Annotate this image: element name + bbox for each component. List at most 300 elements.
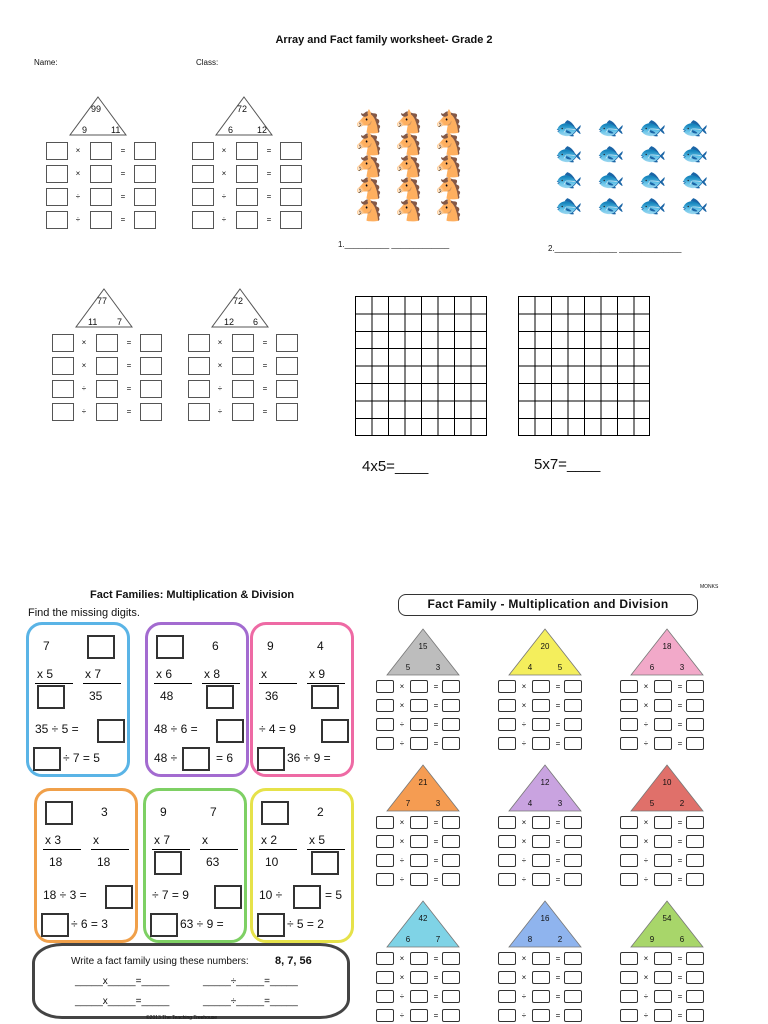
answer-box[interactable] — [442, 1009, 460, 1022]
equation-row — [376, 990, 476, 1004]
answer-box[interactable] — [654, 816, 672, 829]
banner-mul-line-2[interactable]: _____x_____=_____ — [75, 996, 170, 1007]
equation-row — [376, 816, 476, 830]
answer-box[interactable] — [620, 718, 638, 731]
equals-sign: = — [433, 954, 439, 963]
equals-sign: = — [262, 361, 268, 370]
answer-box[interactable] — [498, 990, 516, 1003]
card-number: 48 ÷ 6 = — [154, 722, 198, 736]
operator-sign: × — [217, 338, 223, 347]
equals-sign: = — [433, 856, 439, 865]
answer-box[interactable] — [532, 873, 550, 886]
answer-box[interactable] — [620, 873, 638, 886]
answer-box[interactable] — [532, 680, 550, 693]
fact-card — [143, 788, 247, 943]
answer-box[interactable] — [442, 699, 460, 712]
equals-sign: = — [433, 818, 439, 827]
answer-box[interactable] — [134, 211, 156, 229]
triangle-top-number: 72 — [237, 104, 248, 114]
answer-box[interactable] — [276, 357, 298, 375]
operator-sign: × — [399, 837, 405, 846]
equation-row — [188, 211, 306, 229]
answer-box[interactable] — [532, 854, 550, 867]
card-number: ÷ 5 = 2 — [287, 917, 324, 931]
answer-box[interactable] — [686, 699, 704, 712]
answer-box[interactable] — [498, 816, 516, 829]
answer-box[interactable] — [276, 403, 298, 421]
answer-box[interactable] — [620, 971, 638, 984]
missing-digit-box[interactable] — [206, 685, 234, 709]
triangle-left-number: 9 — [82, 125, 88, 135]
card-number: x 7 — [154, 833, 171, 847]
answer-box[interactable] — [654, 718, 672, 731]
answer-box[interactable] — [140, 334, 162, 352]
answer-box[interactable] — [236, 142, 258, 160]
equation-row — [620, 737, 720, 751]
equation-row — [620, 971, 720, 985]
card-number: = 5 — [325, 888, 343, 902]
grid-1-question[interactable]: 4x5=____ — [362, 458, 429, 475]
horse-icon: 🐴 — [355, 175, 383, 200]
card-number: x 9 — [309, 667, 326, 681]
answer-box[interactable] — [654, 873, 672, 886]
fact-family-house — [184, 288, 284, 428]
answer-box[interactable] — [498, 1009, 516, 1022]
answer-box[interactable] — [686, 971, 704, 984]
equation-row — [376, 680, 476, 694]
triangle-right-number: 3 — [435, 799, 441, 808]
answer-box[interactable] — [564, 680, 582, 693]
answer-box[interactable] — [410, 718, 428, 731]
answer-box[interactable] — [376, 699, 394, 712]
triangle-top-number: 15 — [418, 642, 428, 651]
answer-box[interactable] — [498, 699, 516, 712]
answer-box[interactable] — [498, 854, 516, 867]
answer-box[interactable] — [134, 142, 156, 160]
answer-box[interactable] — [276, 380, 298, 398]
equation-row — [376, 835, 476, 849]
answer-box[interactable] — [686, 835, 704, 848]
equals-sign: = — [120, 169, 126, 178]
answer-box[interactable] — [620, 952, 638, 965]
fish-icon: 🐟 — [597, 141, 625, 166]
equals-sign: = — [677, 875, 683, 884]
answer-box[interactable] — [620, 816, 638, 829]
answer-box[interactable] — [188, 403, 210, 421]
answer-box[interactable] — [376, 854, 394, 867]
equals-sign: = — [555, 739, 561, 748]
answer-box[interactable] — [96, 380, 118, 398]
answer-box[interactable] — [686, 873, 704, 886]
answer-box[interactable] — [96, 334, 118, 352]
missing-digit-box[interactable] — [45, 801, 73, 825]
divider-line — [43, 849, 81, 850]
card-number: = 6 — [216, 751, 234, 765]
card-number: x 5 — [37, 667, 54, 681]
fact-triangle — [215, 96, 273, 136]
answer-box[interactable] — [532, 990, 550, 1003]
triangle-left-number: 5 — [405, 663, 411, 672]
answer-box[interactable] — [564, 737, 582, 750]
missing-digit-box[interactable] — [311, 685, 339, 709]
answer-box[interactable] — [686, 737, 704, 750]
answer-box[interactable] — [376, 680, 394, 693]
array-2-answer[interactable]: 2.______________ ______________ — [548, 244, 682, 253]
missing-digit-box[interactable] — [293, 885, 321, 909]
missing-digit-box[interactable] — [261, 801, 289, 825]
operator-sign: × — [643, 973, 649, 982]
answer-box[interactable] — [90, 142, 112, 160]
answer-box[interactable] — [498, 680, 516, 693]
equals-sign: = — [677, 856, 683, 865]
answer-box[interactable] — [232, 357, 254, 375]
answer-box[interactable] — [564, 816, 582, 829]
answer-box[interactable] — [410, 680, 428, 693]
answer-box[interactable] — [410, 699, 428, 712]
horse-icon: 🐴 — [435, 131, 463, 156]
fish-icon: 🐟 — [681, 141, 709, 166]
divider-line — [259, 849, 297, 850]
horse-icon: 🐴 — [355, 131, 383, 156]
equals-sign: = — [126, 361, 132, 370]
banner-div-line-2[interactable]: _____÷_____=_____ — [203, 996, 298, 1007]
answer-box[interactable] — [376, 1009, 394, 1022]
answer-box[interactable] — [188, 357, 210, 375]
missing-digit-box[interactable] — [257, 913, 285, 937]
fact-card — [26, 622, 130, 777]
equals-sign: = — [677, 992, 683, 1001]
equals-sign: = — [677, 682, 683, 691]
answer-box[interactable] — [376, 737, 394, 750]
equals-sign: = — [677, 973, 683, 982]
triangle-top-number: 77 — [97, 296, 108, 306]
answer-box[interactable] — [532, 718, 550, 731]
answer-box[interactable] — [280, 188, 302, 206]
missing-digit-box[interactable] — [97, 719, 125, 743]
operator-sign: ÷ — [75, 192, 81, 201]
missing-digit-box[interactable] — [105, 885, 133, 909]
answer-box[interactable] — [90, 211, 112, 229]
equals-sign: = — [433, 739, 439, 748]
missing-digit-box[interactable] — [156, 635, 184, 659]
answer-box[interactable] — [376, 835, 394, 848]
answer-box[interactable] — [376, 718, 394, 731]
triangle-right-number: 3 — [679, 663, 685, 672]
answer-box[interactable] — [620, 990, 638, 1003]
triangle-right-number: 2 — [557, 935, 563, 944]
answer-box[interactable] — [410, 854, 428, 867]
fact-card — [145, 622, 249, 777]
missing-digit-box[interactable] — [214, 885, 242, 909]
missing-digit-box[interactable] — [257, 747, 285, 771]
answer-box[interactable] — [46, 188, 68, 206]
answer-box[interactable] — [442, 835, 460, 848]
answer-box[interactable] — [532, 952, 550, 965]
answer-box[interactable] — [442, 680, 460, 693]
equation-row — [376, 854, 476, 868]
answer-box[interactable] — [564, 971, 582, 984]
answer-box[interactable] — [654, 854, 672, 867]
answer-box[interactable] — [654, 952, 672, 965]
equation-row — [48, 334, 166, 352]
equals-sign: = — [266, 146, 272, 155]
answer-box[interactable] — [686, 680, 704, 693]
operator-sign: ÷ — [221, 192, 227, 201]
answer-box[interactable] — [564, 835, 582, 848]
fact-family-house — [48, 288, 148, 428]
fish-icon: 🐟 — [597, 115, 625, 140]
answer-box[interactable] — [376, 952, 394, 965]
answer-box[interactable] — [564, 873, 582, 886]
answer-box[interactable] — [236, 188, 258, 206]
answer-box[interactable] — [620, 737, 638, 750]
equation-row — [376, 1009, 476, 1023]
card-number: 48 — [160, 689, 174, 703]
answer-box[interactable] — [96, 357, 118, 375]
answer-box[interactable] — [140, 380, 162, 398]
answer-box[interactable] — [52, 357, 74, 375]
answer-box[interactable] — [620, 680, 638, 693]
answer-box[interactable] — [232, 403, 254, 421]
answer-box[interactable] — [564, 854, 582, 867]
answer-box[interactable] — [442, 873, 460, 886]
array-1-answer[interactable]: 1.__________ _____________ — [338, 240, 450, 249]
equals-sign: = — [262, 384, 268, 393]
answer-box[interactable] — [498, 718, 516, 731]
answer-box[interactable] — [376, 971, 394, 984]
operator-sign: ÷ — [643, 720, 649, 729]
answer-box[interactable] — [620, 835, 638, 848]
equation-row — [498, 873, 598, 887]
answer-box[interactable] — [498, 873, 516, 886]
answer-box[interactable] — [192, 188, 214, 206]
equation-row — [620, 1009, 720, 1023]
operator-sign: × — [399, 954, 405, 963]
answer-box[interactable] — [498, 737, 516, 750]
answer-box[interactable] — [280, 165, 302, 183]
answer-box[interactable] — [654, 1009, 672, 1022]
answer-box[interactable] — [236, 165, 258, 183]
answer-box[interactable] — [686, 952, 704, 965]
answer-box[interactable] — [376, 873, 394, 886]
answer-box[interactable] — [52, 403, 74, 421]
horse-icon: 🐴 — [355, 197, 383, 222]
answer-box[interactable] — [188, 380, 210, 398]
triangle-top-number: 42 — [418, 914, 428, 923]
answer-box[interactable] — [564, 990, 582, 1003]
answer-box[interactable] — [532, 835, 550, 848]
missing-digit-box[interactable] — [87, 635, 115, 659]
fact-family-banner — [32, 943, 350, 1019]
answer-box[interactable] — [564, 952, 582, 965]
answer-box[interactable] — [232, 334, 254, 352]
equals-sign: = — [120, 146, 126, 155]
triangle-right-number: 3 — [435, 663, 441, 672]
answer-box[interactable] — [532, 816, 550, 829]
answer-box[interactable] — [532, 737, 550, 750]
answer-box[interactable] — [654, 990, 672, 1003]
grid-array-1 — [355, 296, 487, 436]
card-number: ÷ 7 = 5 — [63, 751, 100, 765]
answer-box[interactable] — [46, 211, 68, 229]
operator-sign: × — [399, 818, 405, 827]
answer-box[interactable] — [188, 334, 210, 352]
answer-box[interactable] — [498, 835, 516, 848]
answer-box[interactable] — [442, 816, 460, 829]
answer-box[interactable] — [532, 699, 550, 712]
missing-digit-box[interactable] — [216, 719, 244, 743]
card-number: x 3 — [45, 833, 62, 847]
answer-box[interactable] — [498, 952, 516, 965]
answer-box[interactable] — [564, 699, 582, 712]
equals-sign: = — [266, 169, 272, 178]
answer-box[interactable] — [90, 165, 112, 183]
answer-box[interactable] — [654, 971, 672, 984]
answer-box[interactable] — [140, 403, 162, 421]
answer-box[interactable] — [376, 816, 394, 829]
answer-box[interactable] — [442, 854, 460, 867]
fact-card — [34, 788, 138, 943]
card-number: 18 — [97, 855, 111, 869]
answer-box[interactable] — [52, 334, 74, 352]
card-number: ÷ 6 = 3 — [71, 917, 108, 931]
operator-sign: ÷ — [643, 992, 649, 1001]
card-number: 10 — [265, 855, 279, 869]
missing-digit-box[interactable] — [41, 913, 69, 937]
answer-box[interactable] — [280, 211, 302, 229]
answer-box[interactable] — [280, 142, 302, 160]
triangle-right-number: 5 — [557, 663, 563, 672]
equation-row — [620, 680, 720, 694]
answer-box[interactable] — [410, 971, 428, 984]
card-number: 36 — [265, 689, 279, 703]
answer-box[interactable] — [134, 165, 156, 183]
answer-box[interactable] — [686, 1009, 704, 1022]
missing-digit-box[interactable] — [311, 851, 339, 875]
missing-digit-box[interactable] — [154, 851, 182, 875]
equals-sign: = — [262, 407, 268, 416]
answer-box[interactable] — [498, 971, 516, 984]
answer-box[interactable] — [564, 718, 582, 731]
operator-sign: × — [217, 361, 223, 370]
fish-icon: 🐟 — [555, 167, 583, 192]
answer-box[interactable] — [654, 699, 672, 712]
answer-box[interactable] — [236, 211, 258, 229]
horse-icon: 🐴 — [395, 175, 423, 200]
equals-sign: = — [433, 992, 439, 1001]
missing-digit-box[interactable] — [182, 747, 210, 771]
answer-box[interactable] — [410, 816, 428, 829]
grid-2-question[interactable]: 5x7=____ — [534, 456, 601, 473]
equation-row — [498, 971, 598, 985]
fact-family-house — [188, 96, 288, 236]
answer-box[interactable] — [654, 680, 672, 693]
answer-box[interactable] — [96, 403, 118, 421]
fish-icon: 🐟 — [681, 115, 709, 140]
answer-box[interactable] — [620, 854, 638, 867]
equation-row — [184, 403, 302, 421]
answer-box[interactable] — [532, 1009, 550, 1022]
fact-triangle — [75, 288, 133, 328]
equals-sign: = — [266, 215, 272, 224]
banner-mul-line-1[interactable]: _____x_____=_____ — [75, 976, 170, 987]
missing-digit-box[interactable] — [33, 747, 61, 771]
answer-box[interactable] — [686, 854, 704, 867]
answer-box[interactable] — [376, 990, 394, 1003]
equation-row — [620, 952, 720, 966]
answer-box[interactable] — [564, 1009, 582, 1022]
answer-box[interactable] — [410, 737, 428, 750]
answer-box[interactable] — [46, 165, 68, 183]
answer-box[interactable] — [654, 835, 672, 848]
triangle-top-number: 12 — [540, 778, 550, 787]
answer-box[interactable] — [442, 952, 460, 965]
answer-box[interactable] — [442, 718, 460, 731]
fish-icon: 🐟 — [597, 167, 625, 192]
answer-box[interactable] — [52, 380, 74, 398]
missing-digit-box[interactable] — [321, 719, 349, 743]
divider-line — [200, 849, 238, 850]
equation-row — [376, 718, 476, 732]
answer-box[interactable] — [410, 990, 428, 1003]
answer-box[interactable] — [232, 380, 254, 398]
answer-box[interactable] — [442, 990, 460, 1003]
answer-box[interactable] — [442, 737, 460, 750]
answer-box[interactable] — [140, 357, 162, 375]
answer-box[interactable] — [276, 334, 298, 352]
banner-div-line-1[interactable]: _____÷_____=_____ — [203, 976, 298, 987]
answer-box[interactable] — [654, 737, 672, 750]
equation-row — [48, 357, 166, 375]
equals-sign: = — [677, 837, 683, 846]
equals-sign: = — [126, 338, 132, 347]
answer-box[interactable] — [620, 699, 638, 712]
card-number: 3 — [101, 805, 108, 819]
answer-box[interactable] — [532, 971, 550, 984]
answer-box[interactable] — [410, 873, 428, 886]
answer-box[interactable] — [686, 990, 704, 1003]
answer-box[interactable] — [192, 211, 214, 229]
equals-sign: = — [555, 682, 561, 691]
answer-box[interactable] — [192, 165, 214, 183]
operator-sign: ÷ — [521, 720, 527, 729]
operator-sign: × — [521, 682, 527, 691]
answer-box[interactable] — [686, 718, 704, 731]
answer-box[interactable] — [410, 1009, 428, 1022]
equation-row — [48, 380, 166, 398]
answer-box[interactable] — [192, 142, 214, 160]
answer-box[interactable] — [410, 952, 428, 965]
missing-digit-box[interactable] — [37, 685, 65, 709]
colored-fact-triangle — [508, 628, 582, 676]
card-number: 10 ÷ — [259, 888, 283, 902]
missing-digit-box[interactable] — [150, 913, 178, 937]
operator-sign: × — [643, 682, 649, 691]
answer-box[interactable] — [686, 816, 704, 829]
operator-sign: ÷ — [643, 1011, 649, 1020]
answer-box[interactable] — [442, 971, 460, 984]
answer-box[interactable] — [410, 835, 428, 848]
card-number: 7 — [210, 805, 217, 819]
equation-row — [48, 403, 166, 421]
answer-box[interactable] — [620, 1009, 638, 1022]
answer-box[interactable] — [134, 188, 156, 206]
answer-box[interactable] — [90, 188, 112, 206]
operator-sign: ÷ — [399, 992, 405, 1001]
divider-line — [91, 849, 129, 850]
answer-box[interactable] — [46, 142, 68, 160]
operator-sign: ÷ — [521, 739, 527, 748]
